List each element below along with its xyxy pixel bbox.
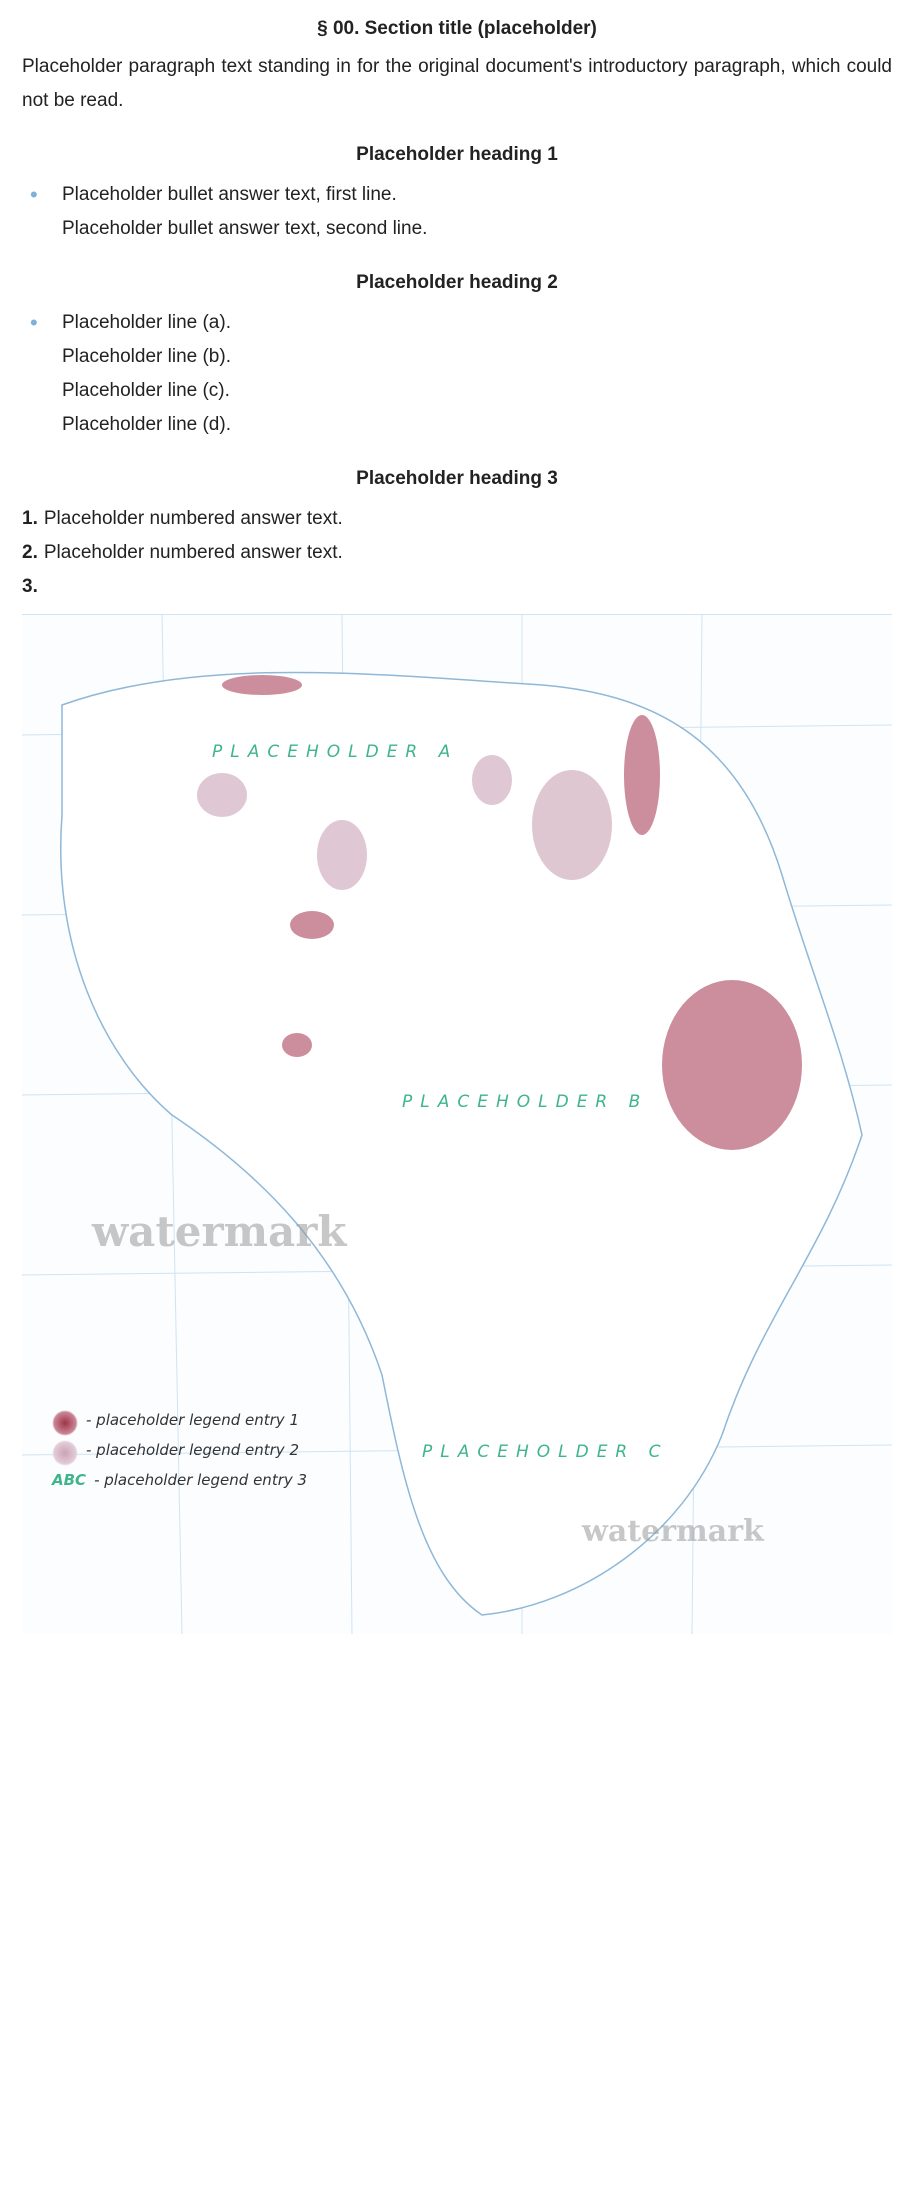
legend-item: - placeholder legend entry 1 (52, 1410, 307, 1436)
list-item: • Placeholder line (a). Placeholder line (b). Placeholder line (c). Placeholder line (d). (22, 306, 892, 442)
section-2-heading: Placeholder heading 2 (356, 272, 558, 293)
dense-swatch-icon (52, 1410, 78, 1436)
map-legend (52, 1410, 307, 1494)
map-label: PLACEHOLDER A (212, 742, 459, 762)
list-item: 2. Placeholder numbered answer text. (22, 542, 343, 563)
legend-item: - placeholder legend entry 2 (52, 1440, 307, 1466)
section-3-list (22, 502, 892, 604)
watermark: watermark (582, 1514, 764, 1549)
map-figure (22, 614, 892, 1634)
section-1-list (22, 178, 892, 246)
section-2-list (22, 306, 892, 442)
map-label: PLACEHOLDER C (422, 1442, 669, 1462)
section-title: § 00. Section title (placeholder) (317, 18, 597, 39)
intro-paragraph: Placeholder paragraph text standing in for the original document's introductory paragraph, which could not be read. (22, 56, 892, 111)
section-1-heading: Placeholder heading 1 (356, 144, 558, 165)
list-item: 3. (22, 576, 38, 597)
list-item: 1. Placeholder numbered answer text. (22, 508, 343, 529)
legend-item: ABC - placeholder legend entry 3 (52, 1471, 308, 1489)
sparse-swatch-icon (52, 1440, 78, 1466)
section-3-heading: Placeholder heading 3 (356, 468, 558, 489)
watermark: watermark (92, 1207, 347, 1256)
map-label: PLACEHOLDER B (402, 1092, 649, 1112)
list-item: • Placeholder bullet answer text, first line. Placeholder bullet answer text, second line. (22, 178, 892, 246)
